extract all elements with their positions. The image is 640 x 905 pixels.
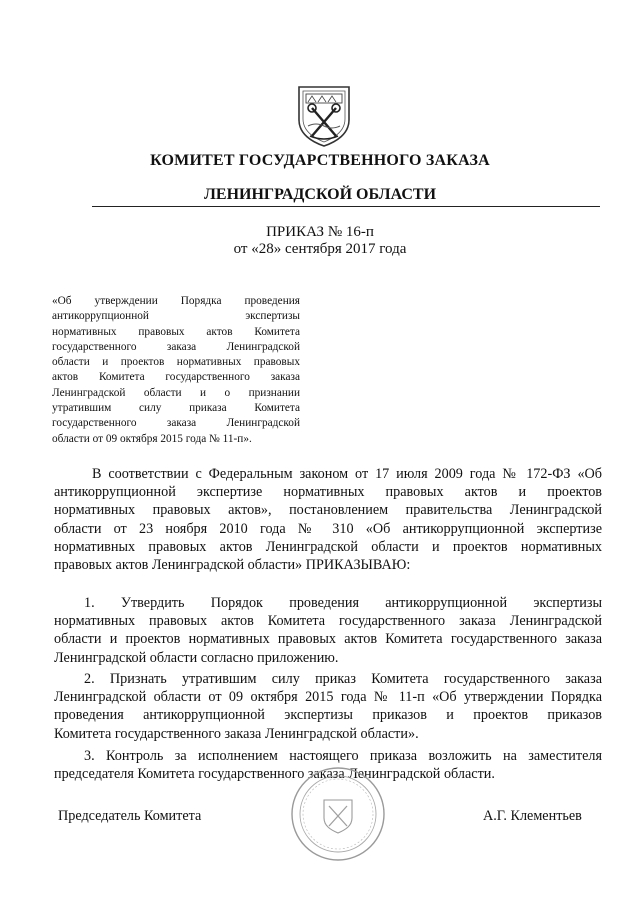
body-line: 3. Контроль за исполнением настоящего приказа возложить на заместителя bbox=[84, 748, 602, 764]
body-line: 2. Признать утратившим силу приказ Комитета государственного заказа bbox=[84, 671, 602, 687]
coat-of-arms-emblem bbox=[296, 84, 352, 148]
subject-line: государственного заказа Ленинградской bbox=[52, 417, 300, 430]
body-line: нормативных правовых актов», постановлением правительства Ленинградской bbox=[54, 502, 602, 519]
body-line: Ленинградской области согласно приложению. bbox=[54, 649, 339, 666]
order-subject bbox=[52, 294, 300, 447]
paragraph-item-1 bbox=[54, 594, 602, 667]
signatory-name: А.Г. Клементьев bbox=[483, 808, 582, 824]
subject-line: нормативных правовых актов Комитета bbox=[52, 325, 300, 338]
body-line: области от 23 ноября 2010 года № 310 «Об антикоррупционной экспертизе bbox=[54, 520, 602, 537]
header-divider bbox=[92, 206, 600, 207]
body-line: проведения антикоррупционной экспертизы приказов и проектов приказов bbox=[54, 707, 602, 724]
body-line: В соответствии с Федеральным законом от 17 июля 2009 года № 172-ФЗ «Об bbox=[92, 466, 602, 482]
subject-line: «Об утверждении Порядка проведения bbox=[52, 295, 300, 307]
body-line: правовых актов Ленинградской области» ПРИКАЗЫВАЮ: bbox=[54, 557, 411, 574]
body-line: Комитета государственного заказа Ленинградской области». bbox=[54, 725, 419, 742]
subject-line: антикоррупционной экспертизы bbox=[52, 310, 300, 323]
body-line: 1. Утвердить Порядок проведения антикоррупционной экспертизы bbox=[84, 595, 602, 611]
body-line: нормативных правовых актов Ленинградской области и проектов нормативных bbox=[54, 538, 602, 555]
order-title: ПРИКАЗ № 16-п bbox=[266, 224, 374, 240]
paragraph-item-2 bbox=[54, 670, 602, 743]
body-line: нормативных правовых актов Комитета государственного заказа Ленинградской bbox=[54, 613, 602, 630]
organization-name-line2: ЛЕНИНГРАДСКОЙ ОБЛАСТИ bbox=[203, 186, 437, 203]
subject-line: государственного заказа Ленинградской bbox=[52, 340, 300, 353]
official-round-seal bbox=[290, 766, 386, 862]
subject-line: области от 09 октября 2015 года № 11-п». bbox=[52, 432, 252, 445]
subject-line: утратившим силу приказа Комитета bbox=[52, 402, 300, 415]
subject-line: области и проектов нормативных правовых bbox=[52, 356, 300, 369]
subject-line: Ленинградской области и о признании bbox=[52, 386, 300, 399]
body-line: области и проектов нормативных правовых актов Комитета государственного заказа bbox=[54, 631, 602, 648]
body-line: председателя Комитета государственного заказа Ленинградской области. bbox=[54, 766, 495, 783]
subject-line: актов Комитета государственного заказа bbox=[52, 371, 300, 384]
organization-name-line1: КОМИТЕТ ГОСУДАРСТВЕННОГО ЗАКАЗА bbox=[150, 152, 490, 169]
signatory-title: Председатель Комитета bbox=[58, 808, 202, 824]
paragraph-preamble bbox=[54, 465, 602, 574]
body-line: Ленинградской области от 09 октября 2015 года № 11-п «Об утверждении Порядка bbox=[54, 689, 602, 706]
body-line: антикоррупционной экспертизе нормативных правовых актов и проектов bbox=[54, 484, 602, 501]
order-date: от «28» сентября 2017 года bbox=[233, 241, 407, 257]
